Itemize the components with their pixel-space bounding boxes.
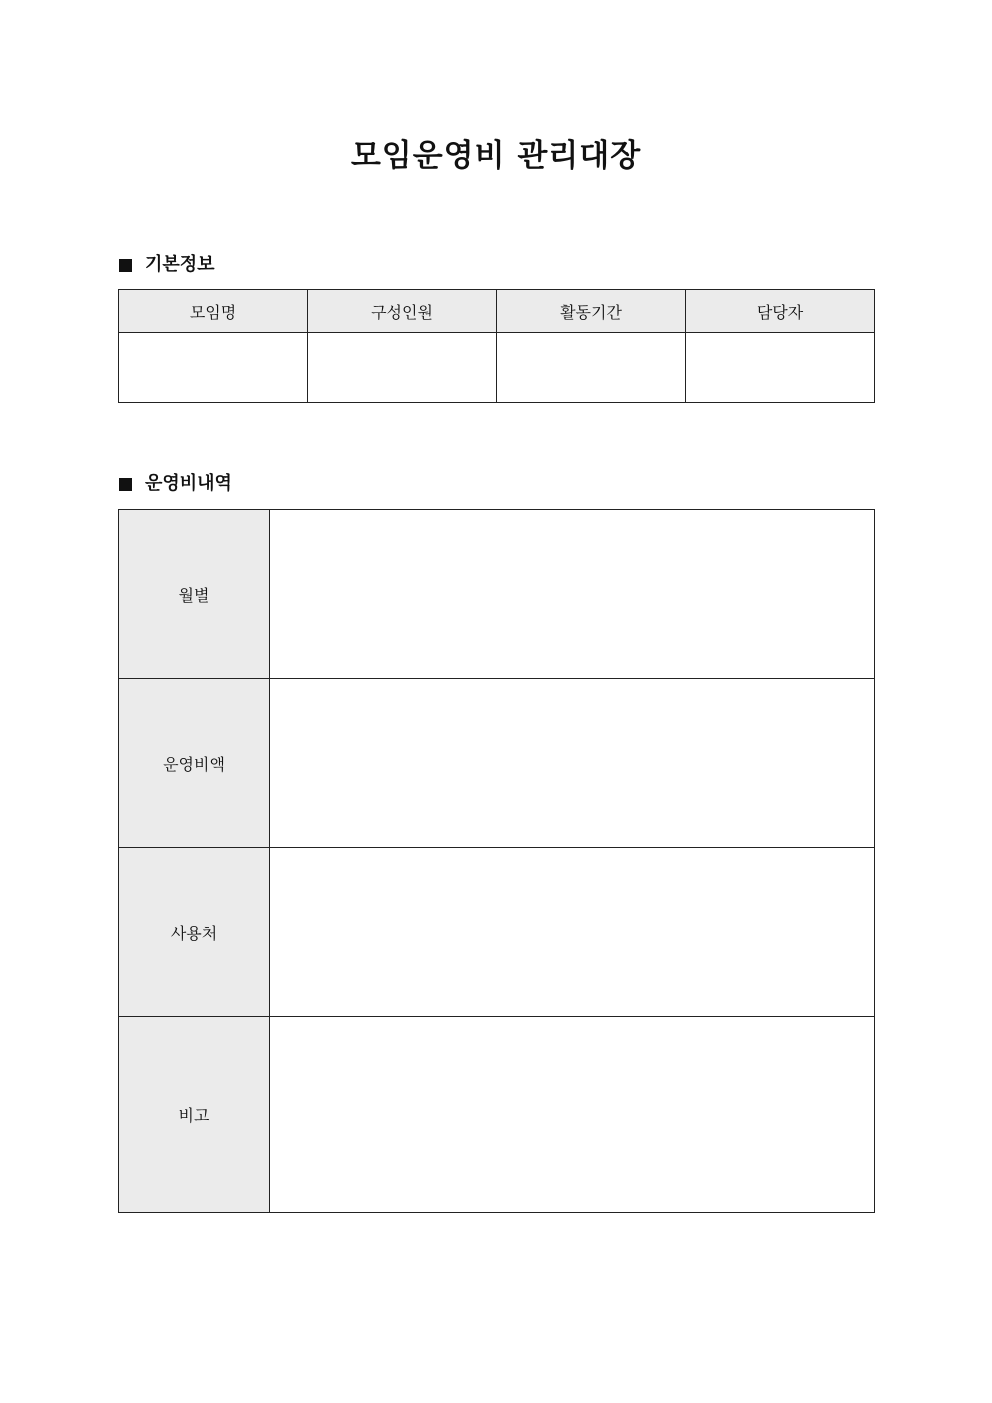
usage-value-cell[interactable] <box>270 848 875 1017</box>
row-label-remarks: 비고 <box>119 1017 270 1213</box>
row-label-monthly: 월별 <box>119 510 270 679</box>
remarks-value-cell[interactable] <box>270 1017 875 1213</box>
row-label-amount: 운영비액 <box>119 679 270 848</box>
basic-info-header-row <box>119 290 875 333</box>
expense-row-monthly <box>119 510 875 679</box>
expense-details-table <box>118 509 875 1213</box>
expense-row-amount <box>119 679 875 848</box>
activity-period-cell[interactable] <box>497 333 686 403</box>
section-heading-basic-info <box>119 253 215 277</box>
section-heading-label: 운영비내역 <box>145 473 232 494</box>
column-header-manager: 담당자 <box>686 290 875 333</box>
expense-row-remarks <box>119 1017 875 1213</box>
column-header-activity-period: 활동기간 <box>497 290 686 333</box>
basic-info-value-row <box>119 333 875 403</box>
expense-row-usage <box>119 848 875 1017</box>
row-label-usage: 사용처 <box>119 848 270 1017</box>
column-header-meeting-name: 모임명 <box>119 290 308 333</box>
monthly-value-cell[interactable] <box>270 510 875 679</box>
amount-value-cell[interactable] <box>270 679 875 848</box>
square-bullet-icon <box>119 478 132 491</box>
square-bullet-icon <box>119 259 132 272</box>
column-header-members: 구성인원 <box>308 290 497 333</box>
manager-cell[interactable] <box>686 333 875 403</box>
section-heading-expense-details <box>119 472 232 496</box>
members-cell[interactable] <box>308 333 497 403</box>
section-heading-label: 기본정보 <box>145 254 215 275</box>
basic-info-table <box>118 289 875 403</box>
meeting-name-cell[interactable] <box>119 333 308 403</box>
page-title: 모임운영비 관리대장 <box>350 138 642 174</box>
